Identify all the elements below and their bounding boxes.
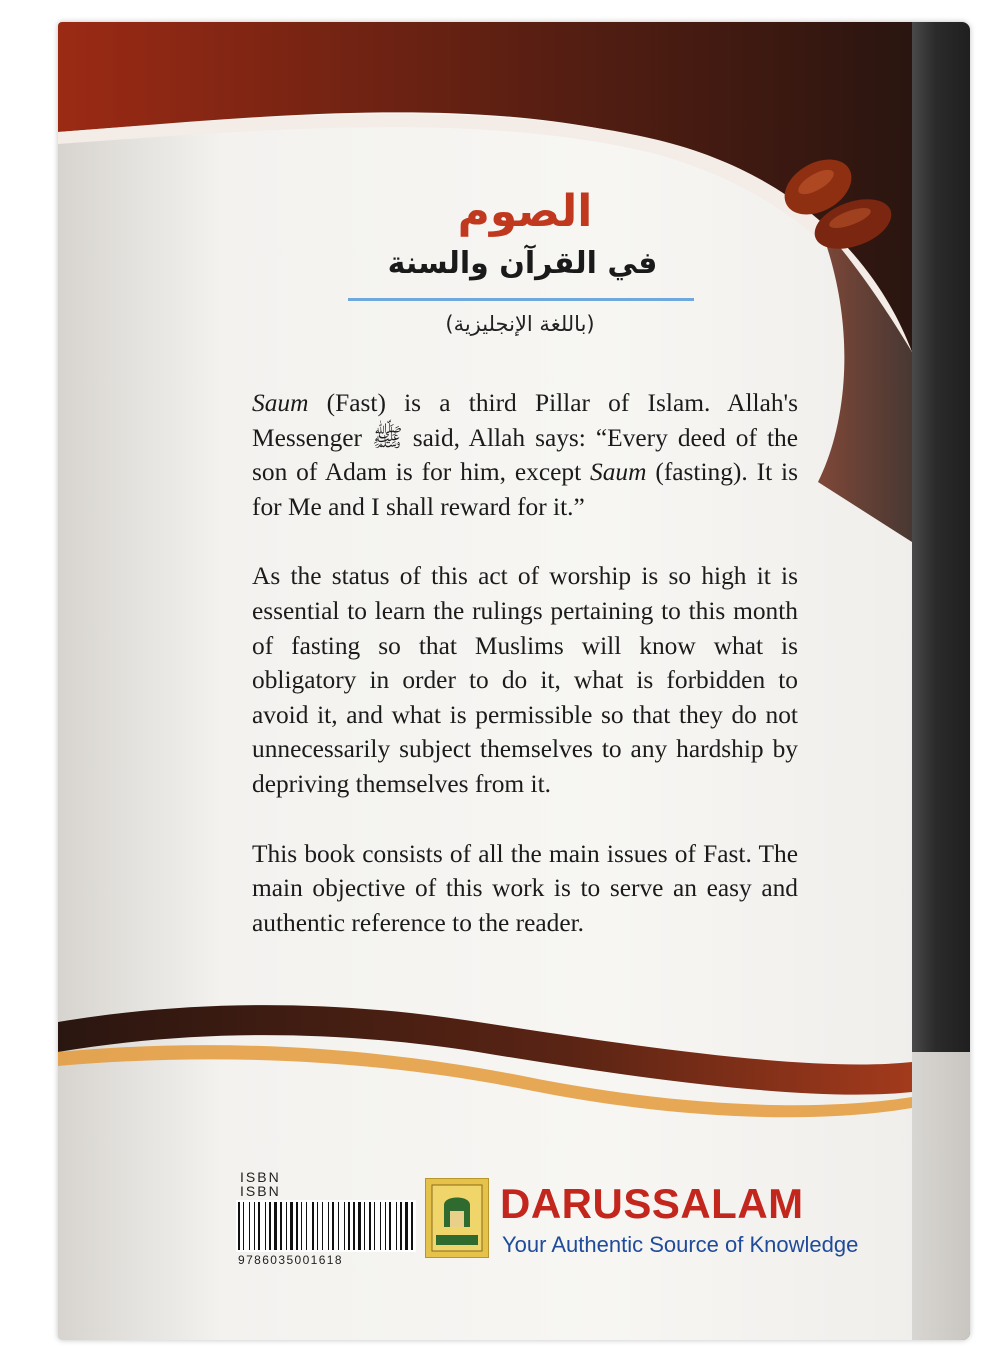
arabic-title: الصوم xyxy=(457,186,593,237)
book-description xyxy=(252,386,798,975)
description-paragraph-3: This book consists of all the main issues of Fast. The main objective of this work is to serve an easy and authentic reference to the reader. xyxy=(252,839,798,937)
honorific-glyph: ﷺ xyxy=(372,423,403,452)
isbn-number: 9786035001618 xyxy=(238,1253,343,1267)
publisher-name: DARUSSALAM xyxy=(500,1180,804,1227)
arabic-subtitle: في القرآن والسنة xyxy=(387,246,658,281)
dates-fruit-icon xyxy=(758,132,908,282)
darussalam-logo-icon xyxy=(425,1178,489,1258)
divider-rule xyxy=(348,298,694,301)
barcode-icon xyxy=(236,1200,416,1252)
book-spine-lower xyxy=(912,1052,970,1340)
isbn-label: ISBN ISBN xyxy=(240,1169,281,1199)
description-paragraph-2: As the status of this act of worship is so high it is essential to learn the rulings pertaining to this month of fasting so that Muslims will know what is obligatory in order to do it, what is forbidden to avoid it, and what is permissible so that they do not unnecessarily subject themselves to any hardship by depriving themselves from it. xyxy=(252,562,798,798)
description-paragraph-1: Saum (Fast) is a third Pillar of Islam. Allah's Messenger ﷺ said, Allah says: “Every deed of the son of Adam is for him, except Saum (fasting). It is for Me and I shall reward for it.” xyxy=(252,389,798,521)
publisher-tagline: Your Authentic Source of Knowledge xyxy=(502,1232,859,1257)
language-note: (باللغة الإنجليزية) xyxy=(445,312,595,336)
